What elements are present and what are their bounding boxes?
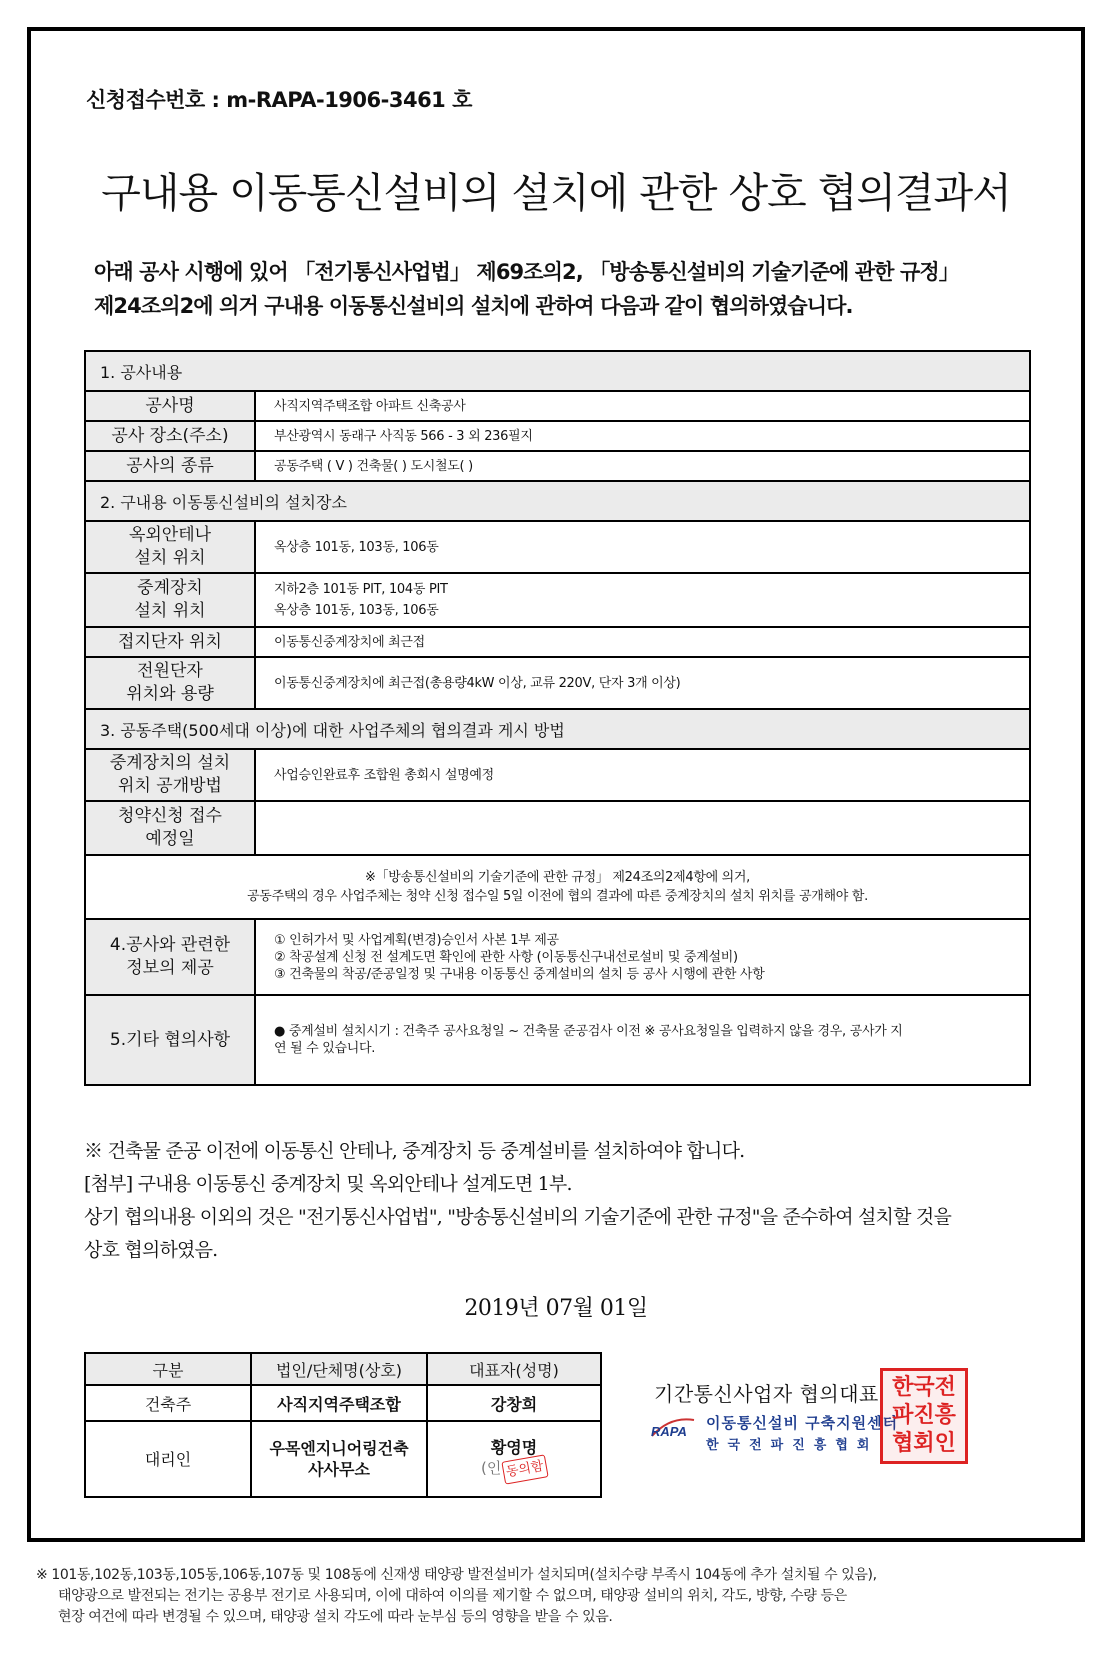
- value-subscription-date: [255, 801, 1030, 855]
- info-item-1: ① 인허가서 및 사업계획(변경)승인서 사본 1부 제공: [274, 932, 559, 948]
- agreement-table: [84, 350, 1031, 1086]
- label-antenna-location: 옥외안테나 설치 위치: [85, 521, 255, 573]
- disclosure-notice: ※「방송통신설비의 기술기준에 관한 규정」 제24조의2제4항에 의거, 공동주택의 경우 사업주체는 청약 신청 접수일 5일 이전에 협의 결과에 따른 중계장치의 설치 위치를 공개해야 함.: [85, 855, 1030, 919]
- footnote-line-3: 현장 여건에 따라 변경될 수 있으며, 태양광 설치 각도에 따라 눈부심 등의 영향을 받을 수 있음.: [58, 1609, 613, 1625]
- label-construction-type: 공사의 종류: [85, 451, 255, 481]
- section-3-heading: 3. 공동주택(500세대 이상)에 대한 사업주체의 협의결과 게시 방법: [85, 709, 1030, 749]
- value-power-terminal: 이동통신중계장치에 최근접(총용량4kW 이상, 교류 220V, 단자 3개 이상): [255, 657, 1030, 709]
- label-construction-name: 공사명: [85, 391, 255, 421]
- label-construction-site: 공사 장소(주소): [85, 421, 255, 451]
- document-title: 구내용 이동통신설비의 설치에 관한 상호 협의결과서: [101, 169, 1011, 217]
- note-line-1: ※ 건축물 준공 이전에 이동통신 안테나, 중계장치 등 중계설비를 설치하여야 합니다.: [84, 1140, 745, 1162]
- owner-representative: 강창희: [427, 1385, 601, 1421]
- header-organization: 법인/단체명(상호): [251, 1353, 427, 1385]
- value-antenna-location: 옥상층 101동, 103동, 106동: [255, 521, 1030, 573]
- footnote: [36, 1565, 1096, 1628]
- owner-organization: 사직지역주택조합: [251, 1385, 427, 1421]
- value-construction-name: 사직지역주택조합 아파트 신축공사: [255, 391, 1030, 421]
- official-seal: 한국전파진흥협회인: [880, 1368, 968, 1464]
- carrier-org-sub: 한국전파진흥협회: [706, 1438, 879, 1453]
- agent-role: 대리인: [85, 1421, 251, 1497]
- signature-table: [84, 1352, 602, 1498]
- consent-stamp: 동의함: [502, 1454, 549, 1484]
- rapa-logo-icon: [650, 1414, 696, 1440]
- notes-block: [84, 1135, 1044, 1267]
- label-other-agreements: 5.기타 협의사항: [85, 995, 255, 1085]
- label-power-terminal: 전원단자 위치와 용량: [85, 657, 255, 709]
- label-repeater-location: 중계장치 설치 위치: [85, 573, 255, 627]
- agreement-date: 2019년 07월 01일: [464, 1296, 648, 1321]
- value-disclosure-method: 사업승인완료후 조합원 총회시 설명예정: [255, 749, 1030, 801]
- carrier-title: 기간통신사업자 협의대표: [654, 1382, 879, 1406]
- value-construction-type: 공동주택 ( V ) 건축물( ) 도시철도( ): [255, 451, 1030, 481]
- seal-prefix: (인: [480, 1459, 502, 1477]
- value-repeater-location: 지하2층 101동 PIT, 104동 PIT 옥상층 101동, 103동, 106동: [255, 573, 1030, 627]
- value-ground-terminal: 이동통신중계장치에 최근접: [255, 627, 1030, 657]
- intro-line-2: 제24조의2에 의거 구내용 이동통신설비의 설치에 관하여 다음과 같이 협의하였습니다.: [94, 294, 853, 318]
- label-subscription-date: 청약신청 접수 예정일: [85, 801, 255, 855]
- note-line-2: [첨부] 구내용 이동통신 중계장치 및 옥외안테나 설계도면 1부.: [84, 1173, 572, 1195]
- intro-paragraph: [94, 255, 1044, 323]
- value-other-agreements: ● 중계설비 설치시기 : 건축주 공사요청일 ~ 건축물 준공검사 이전 ※ 공사요청일을 입력하지 않을 경우, 공사가 지 연 될 수 있습니다.: [255, 995, 1030, 1085]
- intro-line-1: 아래 공사 시행에 있어 「전기통신사업법」 제69조의2, 「방송통신설비의 기술기준에 관한 규정」: [94, 260, 959, 284]
- receipt-number: 신청접수번호 : m-RAPA-1906-3461 호: [86, 88, 472, 112]
- agent-organization: 우목엔지니어링건축 사사무소: [251, 1421, 427, 1497]
- footnote-line-1: ※ 101동,102동,103동,105동,106동,107동 및 108동에 신재생 태양광 발전설비가 설치되며(설치수량 부족시 104동에 추가 설치될 수 있음),: [36, 1567, 877, 1583]
- note-line-3: 상기 협의내용 이외의 것은 "전기통신사업법", "방송통신설비의 기술기준에 관한 규정"을 준수하여 설치할 것을: [84, 1206, 952, 1228]
- rapa-logo-text: RAPA: [651, 1424, 687, 1439]
- agent-representative-cell: [427, 1421, 601, 1497]
- info-item-3: ③ 건축물의 착공/준공일정 및 구내용 이동통신 중계설비의 설치 등 공사 시행에 관한 사항: [274, 966, 765, 982]
- value-info-provision: [255, 919, 1030, 995]
- value-construction-site: 부산광역시 동래구 사직동 566 - 3 외 236필지: [255, 421, 1030, 451]
- owner-role: 건축주: [85, 1385, 251, 1421]
- info-item-2: ② 착공설계 신청 전 설계도면 확인에 관한 사항 (이동통신구내선로설비 및 중계설비): [274, 949, 738, 965]
- label-ground-terminal: 접지단자 위치: [85, 627, 255, 657]
- header-representative: 대표자(성명): [427, 1353, 601, 1385]
- agent-representative: 황영명: [490, 1438, 538, 1457]
- label-disclosure-method: 중계장치의 설치 위치 공개방법: [85, 749, 255, 801]
- section-1-heading: 1. 공사내용: [85, 351, 1030, 391]
- section-2-heading: 2. 구내용 이동통신설비의 설치장소: [85, 481, 1030, 521]
- footnote-line-2: 태양광으로 발전되는 전기는 공용부 전기로 사용되며, 이에 대하여 이의를 제기할 수 없으며, 태양광 설비의 위치, 각도, 방향, 수량 등은: [58, 1588, 847, 1604]
- note-line-4: 상호 협의하였음.: [84, 1239, 218, 1261]
- carrier-org-name: 이동통신설비 구축지원센터: [706, 1414, 899, 1432]
- label-info-provision: 4.공사와 관련한 정보의 제공: [85, 919, 255, 995]
- header-category: 구분: [85, 1353, 251, 1385]
